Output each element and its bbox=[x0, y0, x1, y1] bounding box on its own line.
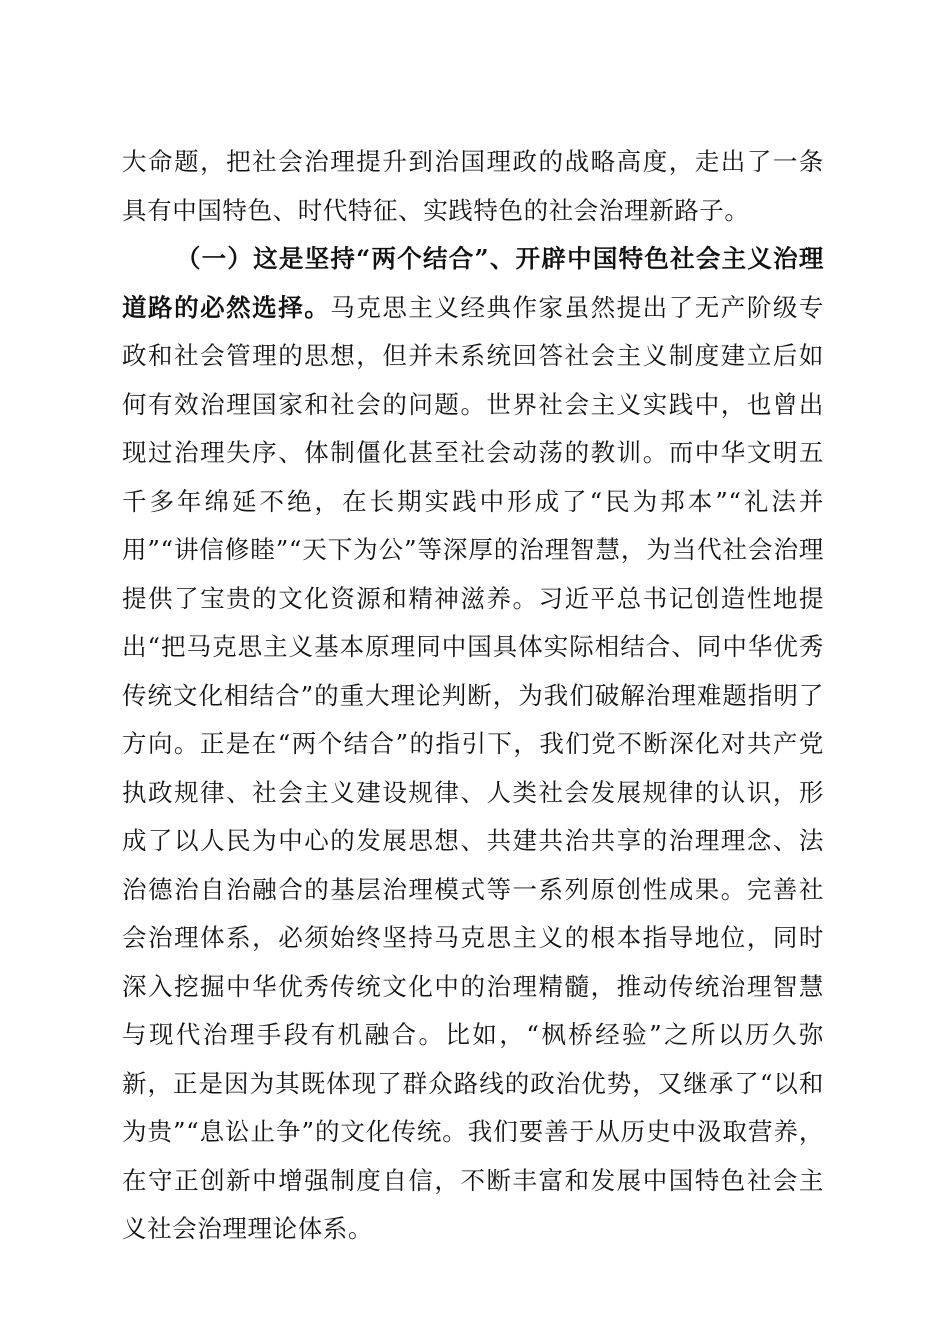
section-body: 马克思主义经典作家虽然提出了无产阶级专政和社会管理的思想，但并未系统回答社会主义制度建立后如何有效治理国家和社会的问题。世界社会主义实践中，也曾出现过治理失序、体制僵化甚至社会动荡的教训。而中华文明五千多年绵延不绝，在长期实践中形成了“民为邦本”“礼法并用”“讲信修睦”“天下为公”等深厚的治理智慧，为当代社会治理提供了宝贵的文化资源和精神滋养。习近平总书记创造性地提出“把马克思主义基本原理同中国具体实际相结合、同中华优秀传统文化相结合”的重大理论判断，为我们破解治理难题指明了方向。正是在“两个结合”的指引下，我们党不断深化对共产党执政规律、社会主义建设规律、人类社会发展规律的认识，形成了以人民为中心的发展思想、共建共治共享的治理理念、法治德治自治融合的基层治理模式等一系列原创性成果。完善社会治理体系，必须始终坚持马克思主义的根本指导地位，同时深入挖掘中华优秀传统文化中的治理精髓，推动传统治理智慧与现代治理手段有机融合。比如，“枫桥经验”之所以历久弥新，正是因为其既体现了群众路线的政治优势，又继承了“以和为贵”“息讼止争”的文化传统。我们要善于从历史中汲取营养，在守正创新中增强制度自信，不断丰富和发展中国特色社会主义社会治理理论体系。 bbox=[122, 292, 824, 1243]
paragraph-section-one bbox=[122, 235, 824, 1254]
paragraph-continuation: 大命题，把社会治理提升到治国理政的战略高度，走出了一条具有中国特色、时代特征、实践特色的社会治理新路子。 bbox=[122, 147, 824, 225]
document-body bbox=[122, 138, 824, 1254]
section-heading: （一）这是坚持“两个结合”、开辟中国特色社会主义治理道路的必然选择。 bbox=[122, 244, 824, 322]
